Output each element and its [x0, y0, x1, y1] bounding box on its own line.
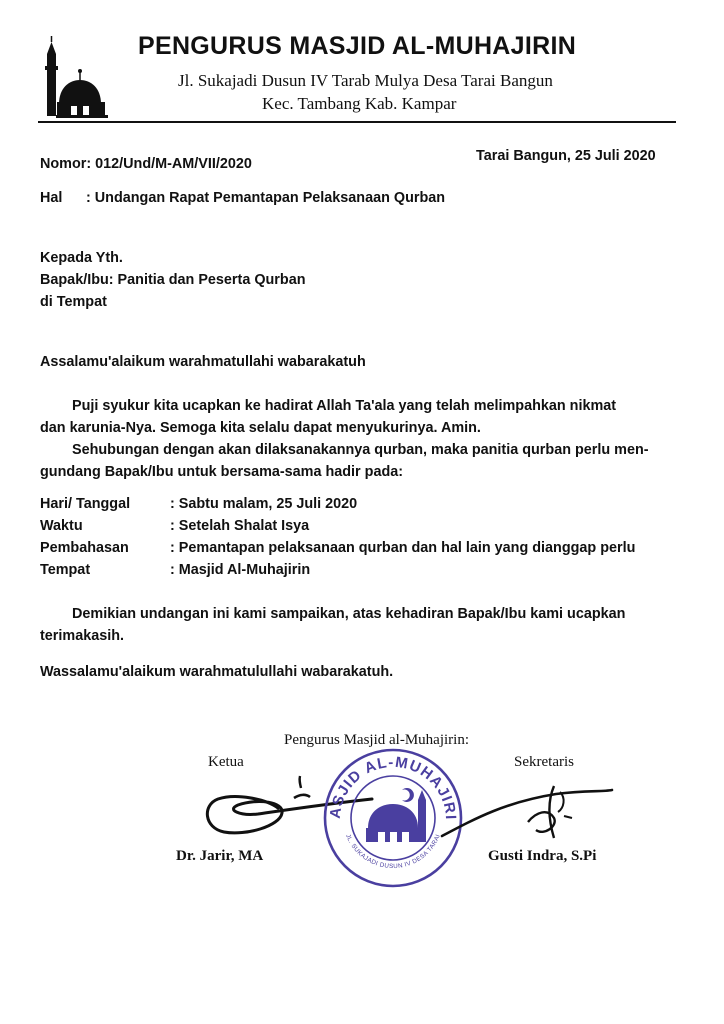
- chairman-name: Dr. Jarir, MA: [176, 848, 264, 864]
- letter-subject: : Undangan Rapat Pemantapan Pelaksanaan Qurban: [86, 190, 446, 206]
- address-line-2: Kec. Tambang Kab. Kampar: [262, 94, 457, 113]
- paragraph-2-line-2: gundang Bapak/Ibu untuk bersama-sama hadir pada:: [40, 464, 404, 480]
- detail-label-place: Tempat: [40, 562, 91, 578]
- chairman-title: Ketua: [208, 754, 244, 770]
- detail-label-agenda: Pembahasan: [40, 540, 129, 556]
- subject-label: Hal: [40, 190, 63, 206]
- letterhead-divider: [38, 121, 676, 123]
- greeting: Assalamu'alaikum warahmatullahi wabarakatuh: [40, 354, 366, 370]
- detail-value-date: : Sabtu malam, 25 Juli 2020: [170, 496, 358, 512]
- address-line-1: Jl. Sukajadi Dusun IV Tarab Mulya Desa Tarai Bangun: [178, 71, 553, 90]
- letter-number: Nomor: 012/Und/M-AM/VII/2020: [40, 156, 252, 172]
- detail-label-time: Waktu: [40, 518, 83, 534]
- detail-value-time: : Setelah Shalat Isya: [170, 518, 310, 534]
- secretary-name: Gusti Indra, S.Pi: [488, 848, 597, 864]
- organization-name: PENGURUS MASJID AL-MUHAJIRIN: [138, 32, 577, 60]
- closing-line-1: Demikian undangan ini kami sampaikan, atas kehadiran Bapak/Ibu kami ucapkan: [72, 606, 626, 622]
- mosque-logo-icon: [42, 36, 114, 120]
- detail-label-date: Hari/ Tanggal: [40, 496, 131, 512]
- recipient-line-1: Kepada Yth.: [40, 250, 123, 266]
- signature-org: Pengurus Masjid al-Muhajirin:: [284, 732, 469, 748]
- detail-value-agenda: : Pemantapan pelaksanaan qurban dan hal lain yang dianggap perlu: [170, 540, 636, 556]
- detail-value-place: : Masjid Al-Muhajirin: [170, 562, 311, 578]
- recipient-line-2: Bapak/Ibu: Panitia dan Peserta Qurban: [40, 272, 306, 288]
- svg-text:JL. SUKAJADI DUSUN IV DESA TAR: JL. SUKAJADI DUSUN IV DESA TARAI: [344, 833, 442, 871]
- secretary-title: Sekretaris: [514, 754, 574, 770]
- secretary-signature: [436, 778, 618, 848]
- recipient-line-3: di Tempat: [40, 294, 107, 310]
- farewell: Wassalamu'alaikum warahmatulullahi wabarakatuh.: [40, 664, 394, 680]
- closing-line-2: terimakasih.: [40, 628, 124, 644]
- paragraph-1-line-2: dan karunia-Nya. Semoga kita selalu dapat menyukurinya. Amin.: [40, 420, 481, 436]
- place-date: Tarai Bangun, 25 Juli 2020: [476, 148, 656, 164]
- paragraph-1-line-1: Puji syukur kita ucapkan ke hadirat Allah Ta'ala yang telah melimpahkan nikmat: [72, 398, 617, 414]
- svg-text:MASJID AL-MUHAJIRIN: ASJID AL-MUHAJIRI: [326, 753, 460, 821]
- paragraph-2-line-1: Sehubungan dengan akan dilaksanakannya qurban, maka panitia qurban perlu men-: [72, 442, 649, 458]
